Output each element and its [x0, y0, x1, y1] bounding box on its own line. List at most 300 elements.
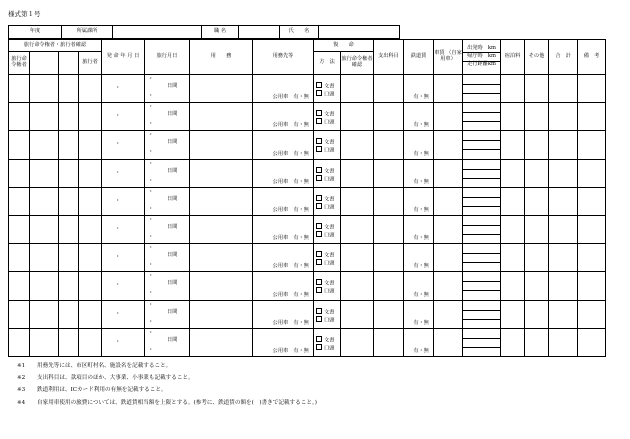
checkbox-icon	[316, 251, 322, 257]
method-oral-option[interactable]	[316, 90, 334, 98]
row-cell[interactable]	[578, 244, 606, 272]
official-car-label: 公用車 有・無	[272, 206, 309, 213]
rail-yes-no-label: 有・無	[413, 263, 429, 270]
distance-cell[interactable]	[463, 244, 501, 272]
row-cell[interactable]	[501, 187, 525, 215]
method-written-label: 文書	[324, 111, 335, 118]
row-cell[interactable]	[549, 131, 578, 159]
row-cell[interactable]	[434, 272, 463, 300]
travel-date-cell[interactable]	[145, 159, 190, 187]
date-dot: ・	[115, 197, 121, 204]
official-car-label: 公用車 有・無	[272, 150, 309, 157]
total-header: 合 計	[549, 40, 578, 75]
row-cell[interactable]	[79, 187, 102, 215]
rail-fare-cell[interactable]	[404, 103, 434, 131]
row-cell[interactable]	[190, 103, 253, 131]
rail-yes-no-label: 有・無	[413, 235, 429, 242]
row-cell[interactable]	[9, 244, 30, 272]
rail-fare-cell[interactable]	[404, 187, 434, 215]
row-cell[interactable]	[59, 328, 79, 356]
method-cell[interactable]	[314, 215, 341, 243]
date-dot: ・	[115, 113, 121, 120]
method-oral-label: 口頭	[324, 204, 335, 211]
table-row	[9, 244, 606, 272]
row-cell[interactable]	[434, 244, 463, 272]
row-cell[interactable]	[190, 272, 253, 300]
destination-header: 用務先等	[253, 40, 314, 75]
method-oral-option[interactable]	[316, 175, 334, 183]
row-cell[interactable]	[501, 159, 525, 187]
rail-fare-cell[interactable]	[404, 131, 434, 159]
method-cell[interactable]	[314, 187, 341, 215]
row-cell[interactable]	[434, 328, 463, 356]
destination-cell[interactable]	[253, 187, 314, 215]
row-cell[interactable]	[30, 187, 59, 215]
checkbox-icon	[316, 175, 322, 181]
row-cell[interactable]	[578, 75, 606, 103]
method-written-label: 文書	[324, 224, 335, 231]
row-cell[interactable]	[79, 215, 102, 243]
row-cell[interactable]	[9, 272, 30, 300]
department-field[interactable]	[113, 26, 202, 39]
row-cell[interactable]	[341, 328, 374, 356]
row-cell[interactable]	[9, 215, 30, 243]
order-date-cell[interactable]	[102, 328, 145, 356]
row-cell[interactable]	[525, 187, 549, 215]
order-date-cell[interactable]	[102, 215, 145, 243]
days-label: 日間	[167, 336, 178, 343]
note-mark: ※4	[17, 399, 26, 406]
method-oral-option[interactable]	[316, 203, 334, 211]
method-oral-option[interactable]	[316, 259, 334, 267]
distance-depart-label: 出発時 km	[467, 45, 496, 52]
row-cell[interactable]	[190, 300, 253, 328]
distance-cell[interactable]	[463, 328, 501, 356]
row-cell[interactable]	[59, 215, 79, 243]
remarks-header: 備 考	[578, 40, 606, 75]
days-label: 日間	[167, 195, 178, 202]
row-cell[interactable]	[30, 75, 59, 103]
row-cell[interactable]	[525, 159, 549, 187]
report-confirm-header: 旅行命令権者確認	[341, 52, 374, 75]
row-cell[interactable]	[59, 159, 79, 187]
method-oral-option[interactable]	[316, 316, 334, 324]
rail-fare-cell[interactable]	[404, 75, 434, 103]
row-cell[interactable]	[374, 300, 404, 328]
row-cell[interactable]	[79, 244, 102, 272]
row-cell[interactable]	[578, 159, 606, 187]
row-cell[interactable]	[525, 244, 549, 272]
row-cell[interactable]	[9, 131, 30, 159]
date-dot: ・	[148, 233, 154, 240]
destination-cell[interactable]	[253, 244, 314, 272]
row-cell[interactable]	[190, 244, 253, 272]
method-oral-option[interactable]	[316, 231, 334, 239]
method-written-label: 文書	[324, 252, 335, 259]
table-row	[9, 215, 606, 243]
days-label: 日間	[167, 280, 178, 287]
row-cell[interactable]	[501, 131, 525, 159]
date-dot: ・	[148, 318, 154, 325]
row-cell[interactable]	[525, 215, 549, 243]
method-oral-option[interactable]	[316, 118, 334, 126]
row-cell[interactable]	[549, 272, 578, 300]
row-cell[interactable]	[190, 328, 253, 356]
row-cell[interactable]	[79, 131, 102, 159]
method-written-label: 文書	[324, 168, 335, 175]
fiscal-year-label: 年度	[9, 26, 62, 39]
row-cell[interactable]	[30, 215, 59, 243]
row-cell[interactable]	[501, 272, 525, 300]
row-cell[interactable]	[578, 187, 606, 215]
checkbox-icon	[316, 344, 322, 350]
row-cell[interactable]	[59, 187, 79, 215]
row-cell[interactable]	[59, 244, 79, 272]
table-row	[9, 272, 606, 300]
travel-date-cell[interactable]	[145, 187, 190, 215]
rail-yes-no-label: 有・無	[413, 347, 429, 354]
checkbox-icon	[316, 223, 322, 229]
destination-cell[interactable]	[253, 75, 314, 103]
row-cell[interactable]	[341, 300, 374, 328]
date-dot: ・	[115, 85, 121, 91]
method-oral-label: 口頭	[324, 147, 335, 154]
row-cell[interactable]	[341, 159, 374, 187]
row-cell[interactable]	[434, 131, 463, 159]
rail-yes-no-label: 有・無	[413, 206, 429, 213]
destination-cell[interactable]	[253, 272, 314, 300]
rail-yes-no-label: 有・無	[413, 178, 429, 185]
destination-cell[interactable]	[253, 159, 314, 187]
official-car-label: 公用車 有・無	[272, 347, 309, 354]
row-cell[interactable]	[59, 300, 79, 328]
row-cell[interactable]	[341, 103, 374, 131]
row-cell[interactable]	[578, 328, 606, 356]
order-date-cell[interactable]	[102, 103, 145, 131]
row-cell[interactable]	[9, 159, 30, 187]
table-row	[9, 187, 606, 215]
row-cell[interactable]	[59, 131, 79, 159]
checkbox-icon	[316, 279, 322, 285]
row-cell[interactable]	[434, 75, 463, 103]
note-mark: ※2	[17, 375, 26, 382]
row-cell[interactable]	[525, 300, 549, 328]
order-group-header: 旅行命令権者・旅行者確認	[9, 40, 102, 52]
row-cell[interactable]	[190, 75, 253, 103]
note-mark: ※3	[17, 387, 26, 394]
method-cell[interactable]	[314, 300, 341, 328]
rail-fare-cell[interactable]	[404, 300, 434, 328]
travel-date-cell[interactable]	[145, 103, 190, 131]
distance-cell[interactable]	[463, 159, 501, 187]
method-written-label: 文書	[324, 196, 335, 203]
method-oral-option[interactable]	[316, 146, 334, 154]
travel-date-cell[interactable]	[145, 300, 190, 328]
row-cell[interactable]	[549, 244, 578, 272]
checkbox-icon	[316, 82, 322, 88]
checkbox-icon	[316, 316, 322, 322]
row-cell[interactable]	[578, 215, 606, 243]
row-cell[interactable]	[549, 103, 578, 131]
rail-fare-cell[interactable]	[404, 215, 434, 243]
days-label: 日間	[167, 167, 178, 174]
checkbox-icon	[316, 287, 322, 293]
checkbox-icon	[316, 90, 322, 96]
method-oral-label: 口頭	[324, 119, 335, 126]
method-oral-label: 口頭	[324, 260, 335, 267]
checkbox-icon	[316, 110, 322, 116]
distance-cell[interactable]	[463, 215, 501, 243]
row-cell[interactable]	[549, 300, 578, 328]
method-cell[interactable]	[314, 103, 341, 131]
days-label: 日間	[167, 252, 178, 259]
checkbox-icon	[316, 146, 322, 152]
row-cell[interactable]	[374, 215, 404, 243]
order-date-cell[interactable]	[102, 75, 145, 103]
row-cell[interactable]	[578, 103, 606, 131]
row-cell[interactable]	[525, 272, 549, 300]
method-header: 方 法	[314, 52, 341, 75]
date-dot: ・	[148, 93, 154, 99]
row-cell[interactable]	[341, 215, 374, 243]
method-oral-option[interactable]	[316, 287, 334, 295]
travel-date-cell[interactable]	[145, 272, 190, 300]
checkbox-icon	[316, 195, 322, 201]
official-car-label: 公用車 有・無	[272, 291, 309, 298]
row-cell[interactable]	[549, 215, 578, 243]
distance-cell[interactable]	[463, 300, 501, 328]
rail-fare-cell[interactable]	[404, 159, 434, 187]
rail-fare-cell[interactable]	[404, 244, 434, 272]
date-dot: ・	[115, 310, 121, 317]
method-cell[interactable]	[314, 159, 341, 187]
order-authority-sub2	[59, 52, 79, 75]
position-field[interactable]	[239, 26, 280, 39]
row-cell[interactable]	[30, 159, 59, 187]
row-cell[interactable]	[341, 272, 374, 300]
row-cell[interactable]	[374, 159, 404, 187]
name-field[interactable]	[319, 26, 400, 39]
order-authority-sub	[30, 52, 59, 75]
date-dot: ・	[115, 225, 121, 232]
travel-date-cell[interactable]	[145, 328, 190, 356]
row-cell[interactable]	[434, 103, 463, 131]
date-dot: ・	[148, 160, 154, 167]
method-cell[interactable]	[314, 272, 341, 300]
days-label: 日間	[167, 223, 178, 230]
row-cell[interactable]	[79, 159, 102, 187]
travel-date-cell[interactable]	[145, 244, 190, 272]
distance-cell[interactable]	[463, 75, 501, 103]
header-table	[8, 25, 400, 39]
destination-cell[interactable]	[253, 131, 314, 159]
distance-cell[interactable]	[463, 187, 501, 215]
row-cell[interactable]	[374, 244, 404, 272]
table-row	[9, 300, 606, 328]
table-row	[9, 328, 606, 356]
method-cell[interactable]	[314, 131, 341, 159]
row-cell[interactable]	[9, 103, 30, 131]
row-cell[interactable]	[30, 131, 59, 159]
row-cell[interactable]	[30, 244, 59, 272]
row-cell[interactable]	[549, 187, 578, 215]
row-cell[interactable]	[374, 131, 404, 159]
report-group-header: 復 命	[314, 40, 374, 52]
destination-cell[interactable]	[253, 215, 314, 243]
row-cell[interactable]	[374, 272, 404, 300]
rail-yes-no-label: 有・無	[413, 150, 429, 157]
date-dot: ・	[148, 121, 154, 128]
order-date-cell[interactable]	[102, 272, 145, 300]
row-cell[interactable]	[578, 300, 606, 328]
order-date-cell[interactable]	[102, 159, 145, 187]
date-dot: ・	[148, 149, 154, 156]
destination-cell[interactable]	[253, 300, 314, 328]
method-cell[interactable]	[314, 75, 341, 103]
method-cell[interactable]	[314, 244, 341, 272]
method-oral-label: 口頭	[324, 232, 335, 239]
row-cell[interactable]	[525, 131, 549, 159]
order-date-cell[interactable]	[102, 300, 145, 328]
row-cell[interactable]	[30, 103, 59, 131]
checkbox-icon	[316, 138, 322, 144]
method-oral-label: 口頭	[324, 345, 335, 352]
other-header: その他	[525, 40, 549, 75]
row-cell[interactable]	[190, 131, 253, 159]
lodging-header: 宿泊料	[501, 40, 525, 75]
travel-date-header: 旅行月日	[145, 40, 190, 75]
note-line	[17, 361, 317, 373]
row-cell[interactable]	[59, 75, 79, 103]
row-cell[interactable]	[578, 131, 606, 159]
row-cell[interactable]	[190, 187, 253, 215]
date-dot: ・	[148, 76, 154, 82]
order-date-cell[interactable]	[102, 187, 145, 215]
row-cell[interactable]	[578, 272, 606, 300]
row-cell[interactable]	[341, 75, 374, 103]
official-car-label: 公用車 有・無	[272, 178, 309, 185]
row-cell[interactable]	[525, 75, 549, 103]
row-cell[interactable]	[374, 328, 404, 356]
row-cell[interactable]	[79, 328, 102, 356]
date-dot: ・	[148, 177, 154, 184]
method-oral-label: 口頭	[324, 91, 335, 98]
row-cell[interactable]	[501, 75, 525, 103]
distance-cell[interactable]	[463, 131, 501, 159]
official-car-label: 公用車 有・無	[272, 319, 309, 326]
form-number: 様式第１号	[8, 10, 41, 18]
days-label: 日間	[167, 308, 178, 315]
row-cell[interactable]	[30, 300, 59, 328]
row-cell[interactable]	[190, 159, 253, 187]
official-car-label: 公用車 有・無	[272, 235, 309, 242]
order-date-cell[interactable]	[102, 244, 145, 272]
note-line	[17, 373, 317, 385]
order-date-cell[interactable]	[102, 131, 145, 159]
row-cell[interactable]	[341, 131, 374, 159]
travel-date-cell[interactable]	[145, 75, 190, 103]
row-cell[interactable]	[501, 300, 525, 328]
row-cell[interactable]	[59, 272, 79, 300]
row-cell[interactable]	[434, 187, 463, 215]
row-cell[interactable]	[59, 103, 79, 131]
rail-fare-cell[interactable]	[404, 272, 434, 300]
distance-cell[interactable]	[463, 272, 501, 300]
row-cell[interactable]	[190, 215, 253, 243]
days-label: 日間	[167, 83, 178, 89]
row-cell[interactable]	[374, 75, 404, 103]
rail-fare-cell[interactable]	[404, 328, 434, 356]
method-oral-label: 口頭	[324, 288, 335, 295]
row-cell[interactable]	[9, 328, 30, 356]
date-dot: ・	[115, 169, 121, 176]
row-cell[interactable]	[30, 328, 59, 356]
checkbox-icon	[316, 231, 322, 237]
traveler-header: 旅行者	[79, 52, 102, 75]
row-cell[interactable]	[525, 328, 549, 356]
date-dot: ・	[115, 338, 121, 345]
row-cell[interactable]	[549, 159, 578, 187]
table-row	[9, 159, 606, 187]
date-dot: ・	[148, 188, 154, 195]
row-cell[interactable]	[549, 328, 578, 356]
checkbox-icon	[316, 118, 322, 124]
row-cell[interactable]	[501, 103, 525, 131]
note-text: 鉄道利用は、ICカード利用の有無を記載すること。	[37, 387, 167, 394]
checkbox-icon	[316, 259, 322, 265]
destination-cell[interactable]	[253, 103, 314, 131]
checkbox-icon	[316, 308, 322, 314]
row-cell[interactable]	[501, 244, 525, 272]
rail-fare-header: 鉄道賃	[404, 40, 434, 75]
date-dot: ・	[148, 346, 154, 353]
row-cell[interactable]	[79, 300, 102, 328]
row-cell[interactable]	[341, 244, 374, 272]
row-cell[interactable]	[79, 75, 102, 103]
row-cell[interactable]	[341, 187, 374, 215]
method-oral-option[interactable]	[316, 344, 334, 352]
row-cell[interactable]	[434, 300, 463, 328]
row-cell[interactable]	[30, 272, 59, 300]
row-cell[interactable]	[501, 328, 525, 356]
row-cell[interactable]	[79, 272, 102, 300]
row-cell[interactable]	[9, 187, 30, 215]
destination-cell[interactable]	[253, 328, 314, 356]
checkbox-icon	[316, 167, 322, 173]
department-label: 所属課所	[62, 26, 113, 39]
date-dot: ・	[115, 141, 121, 148]
row-cell[interactable]	[79, 103, 102, 131]
travel-record-table	[8, 39, 606, 357]
row-cell[interactable]	[374, 187, 404, 215]
row-cell[interactable]	[549, 75, 578, 103]
travel-date-cell[interactable]	[145, 131, 190, 159]
rail-yes-no-label: 有・無	[413, 122, 429, 129]
travel-date-cell[interactable]	[145, 215, 190, 243]
row-cell[interactable]	[525, 103, 549, 131]
row-cell[interactable]	[9, 300, 30, 328]
row-cell[interactable]	[501, 215, 525, 243]
note-text: 自家用車使用の旅費については、鉄道賃相当額を上限とする。(参考に、鉄道賃の額を( )書きで記載すること。)	[37, 399, 317, 406]
row-cell[interactable]	[434, 159, 463, 187]
row-cell[interactable]	[434, 215, 463, 243]
row-cell[interactable]	[9, 75, 30, 103]
method-cell[interactable]	[314, 328, 341, 356]
name-label: 氏 名	[280, 26, 319, 39]
row-cell[interactable]	[374, 103, 404, 131]
distance-cell[interactable]	[463, 103, 501, 131]
note-line	[17, 398, 317, 410]
